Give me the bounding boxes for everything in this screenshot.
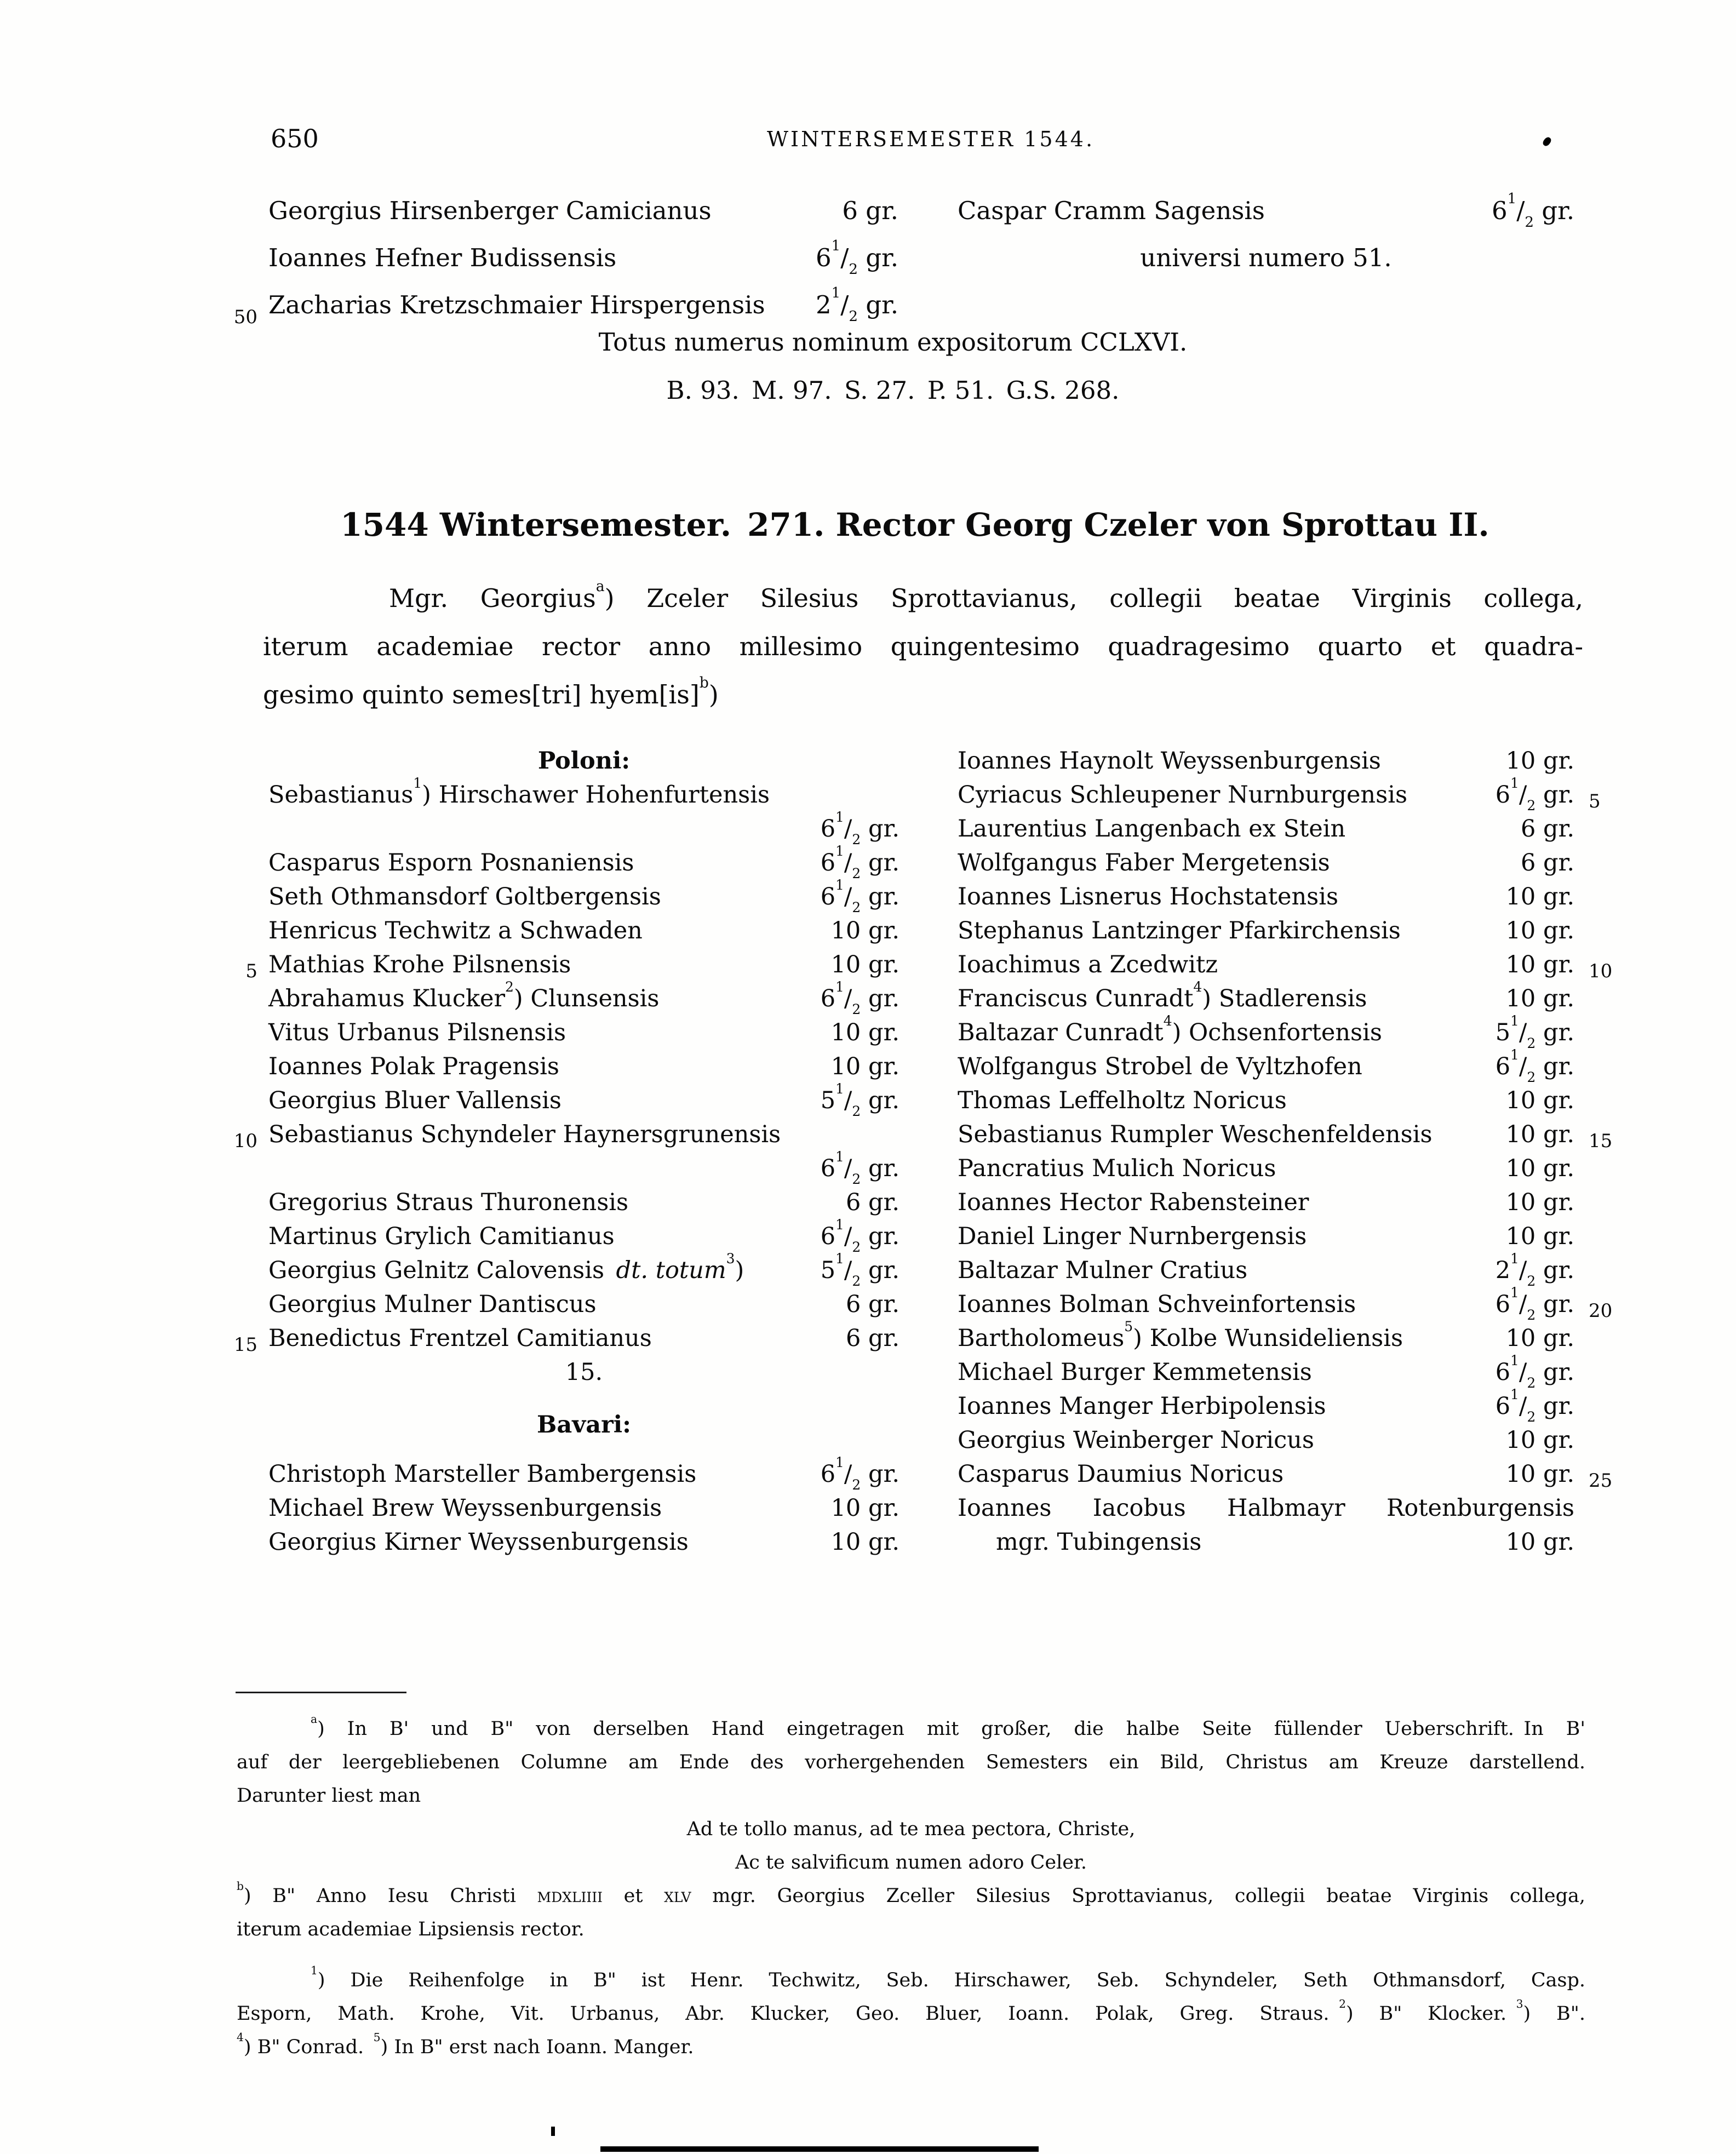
entry-row (268, 914, 899, 948)
student-name: Sebastianus Schyndeler Haynersgrunensis (268, 1121, 781, 1148)
text-line: Mgr. Georgius$^a$) Zceler Silesius Sprottavianus, collegii beatae Virginis collega, (389, 577, 1583, 613)
fee-amount: 10 gr. (1505, 1427, 1574, 1454)
entry-row (245, 948, 899, 982)
fee-amount: $6^1/_2$ gr. (820, 877, 899, 915)
totals-line: Totus numerus nominum expositorum CCLXVI. (598, 328, 1188, 357)
entry-row (958, 744, 1574, 778)
text-line: auf der leergebliebenen Columne am Ende des vorhergehenden Semesters ein Bild, Christus am Kreuze darstellend. (237, 1751, 1585, 1773)
entry-row (958, 1284, 1613, 1323)
fee-amount: $6^1/_2$ gr. (1495, 775, 1574, 814)
line-number-left: 50 (233, 306, 257, 328)
group-heading: Poloni: (537, 747, 631, 775)
fee-amount: 10 gr. (1505, 1223, 1574, 1250)
student-name: Thomas Leffelholtz Noricus (958, 1087, 1287, 1114)
student-name: Mathias Krohe Pilsnensis (268, 951, 571, 978)
fee-amount: 10 gr. (830, 917, 899, 944)
entry-row (268, 1080, 899, 1119)
text-line: Esporn, Math. Krohe, Vit. Urbanus, Abr. Klucker, Geo. Bluer, Ioann. Polak, Greg. Straus. $^2$) B" Klocker. $^3$) B". (237, 1997, 1585, 2025)
entry-row (958, 1525, 1574, 1559)
student-name: Seth Othmansdorf Goltbergensis (268, 883, 661, 910)
line-number-left: 15 (233, 1334, 257, 1356)
fee-amount: $5^1/_2$ gr. (1495, 1012, 1574, 1051)
line-number-right: 25 (1589, 1470, 1613, 1492)
student-name: Georgius Kirner Weyssenburgensis (268, 1528, 689, 1556)
student-name: Michael Burger Kemmetensis (958, 1359, 1312, 1386)
fee-amount: 10 gr. (1505, 1189, 1574, 1216)
student-name: Abrahamus Klucker$^2$) Clunsensis (268, 978, 660, 1012)
student-name: Michael Brew Weyssenburgensis (268, 1494, 662, 1522)
centered-line: universi numero 51. (1140, 243, 1392, 272)
page-number: 650 (271, 124, 319, 153)
student-name: Ioannes Hefner Budissensis (268, 243, 617, 272)
poloni-bavari-column (233, 744, 899, 1559)
entry-row (958, 1386, 1574, 1425)
fee-amount: $6^1/_2$ gr. (815, 238, 898, 278)
entry-row (958, 1219, 1574, 1253)
student-name: Georgius Mulner Dantiscus (268, 1291, 597, 1318)
entry-row (268, 1016, 899, 1050)
fee-amount: 10 gr. (1505, 917, 1574, 944)
fee-amount: $6^1/_2$ gr. (1491, 191, 1574, 231)
fee-amount: $6^1/_2$ gr. (1495, 1386, 1574, 1425)
fee-amount: 10 gr. (1505, 883, 1574, 910)
fee-amount: $6^1/_2$ gr. (1495, 1284, 1574, 1323)
fee-amount: 10 gr. (830, 951, 899, 978)
entry-row (268, 1454, 899, 1493)
entry-row (958, 1352, 1574, 1391)
text-line: $^a$) In B' und B" von derselben Hand eingetragen mit großer, die halbe Seite füllender Ueberschrift. In B' (311, 1712, 1585, 1740)
student-name: Baltazar Mulner Cratius (958, 1257, 1248, 1284)
fee-amount: $6^1/_2$ gr. (1495, 1352, 1574, 1391)
student-name: Ioachimus a Zcedwitz (958, 951, 1218, 978)
fee-amount: 10 gr. (830, 1528, 899, 1556)
student-name: Benedictus Frentzel Camitianus (268, 1325, 652, 1352)
entry-row (958, 812, 1574, 846)
student-name: Franciscus Cunradt$^4$) Stadlerensis (958, 978, 1367, 1012)
entry-row (268, 234, 898, 282)
entry-row (268, 1287, 899, 1321)
entry-row (268, 1185, 899, 1219)
student-name: Ioannes Bolman Schveinfortensis (958, 1291, 1356, 1318)
student-name: Zacharias Kretzschmaier Hirspergensis (268, 290, 765, 319)
entry-row (958, 1118, 1613, 1152)
student-name: Caspar Cramm Sagensis (958, 196, 1265, 225)
student-name: Henricus Techwitz a Schwaden (268, 917, 643, 944)
intro-paragraph (263, 574, 1583, 719)
group-heading: Bavari: (537, 1411, 631, 1439)
fee-amount: $6^1/_2$ gr. (1495, 1046, 1574, 1085)
entry-row (958, 1185, 1574, 1219)
student-name: Laurentius Langenbach ex Stein (958, 815, 1346, 843)
student-name: Ioannes Lisnerus Hochstatensis (958, 883, 1339, 910)
footnote-separator-rule (236, 1692, 406, 1693)
fee-amount: 6 gr. (845, 1291, 899, 1318)
text-line: iterum academiae Lipsiensis rector. (237, 1918, 585, 1940)
text-line: Ad te tollo manus, ad te mea pectora, Christe, (686, 1818, 1136, 1840)
student-name: Baltazar Cunradt$^4$) Ochsenfortensis (958, 1012, 1382, 1046)
scan-artifact-tick (551, 2127, 555, 2136)
student-name: Martinus Grylich Camitianus (268, 1223, 615, 1250)
entry-row (268, 775, 899, 812)
student-name: Ioannes Hector Rabensteiner (958, 1189, 1309, 1216)
fee-amount: 6 gr. (1520, 849, 1574, 877)
fee-amount: 10 gr. (830, 1019, 899, 1046)
right-entries-column (958, 744, 1613, 1559)
entry-row (958, 846, 1574, 880)
entry-row (958, 1250, 1574, 1289)
entry-row (958, 775, 1601, 814)
fee-amount: 6 gr. (1520, 815, 1574, 843)
entry-row (958, 1491, 1574, 1525)
entry-row (958, 1318, 1574, 1355)
fee-amount: 10 gr. (1505, 1121, 1574, 1148)
line-number-right: 5 (1589, 790, 1601, 812)
entry-row (268, 1050, 899, 1084)
fee-amount: 10 gr. (830, 1494, 899, 1522)
ink-speck (1542, 136, 1552, 147)
text-line: gesimo quinto semes[tri] hyem[is]$^b$) (263, 674, 719, 709)
student-name: Georgius Bluer Vallensis (268, 1087, 562, 1114)
fee-amount: $2^1/_2$ gr. (1495, 1250, 1574, 1289)
entry-row (958, 1012, 1574, 1051)
fee-amount: $6^1/_2$ gr. (820, 1148, 899, 1187)
entry-row (958, 978, 1574, 1016)
entry-row (268, 1525, 899, 1559)
entry-row (958, 1457, 1613, 1492)
student-name: Casparus Esporn Posnaniensis (268, 849, 634, 877)
fee-amount: $6^1/_2$ gr. (820, 843, 899, 881)
student-name: Casparus Daumius Noricus (958, 1460, 1284, 1488)
entry-row (958, 1423, 1574, 1457)
student-name: Sebastianus Rumpler Weschenfeldensis (958, 1121, 1433, 1148)
fee-amount: $6^1/_2$ gr. (820, 809, 899, 847)
student-name: Gregorius Straus Thuronensis (268, 1189, 629, 1216)
text-line: $^4$) B" Conrad. $^5$) In B" erst nach Ioann. Manger. (237, 2030, 694, 2058)
line-number-right: 15 (1589, 1130, 1613, 1152)
fee-amount: 10 gr. (1505, 1155, 1574, 1182)
fee-amount: 10 gr. (1505, 747, 1574, 775)
entry-row (268, 1216, 899, 1255)
student-name: Ioannes Polak Pragensis (268, 1053, 559, 1080)
entry-row (958, 1084, 1574, 1118)
fee-amount: 10 gr. (1505, 1325, 1574, 1352)
entry-row (958, 1152, 1574, 1185)
footnotes-block (237, 1712, 1585, 2064)
entry-row (268, 978, 899, 1017)
entry-row (958, 914, 1574, 948)
entry-row (958, 187, 1574, 234)
student-name: Georgius Weinberger Noricus (958, 1427, 1314, 1454)
fee-amount: 6 gr. (845, 1189, 899, 1216)
line-number-right: 20 (1589, 1300, 1613, 1322)
student-name: Stephanus Lantzinger Pfarkirchensis (958, 917, 1401, 944)
top-right-entries (958, 187, 1574, 282)
fee-amount: 10 gr. (1505, 985, 1574, 1012)
fee-amount: $6^1/_2$ gr. (820, 1216, 899, 1255)
student-name: Ioannes Iacobus Halbmayr Rotenburgensis (958, 1494, 1574, 1522)
entry-row (958, 948, 1613, 982)
entry-row (958, 880, 1574, 914)
text-line (237, 1946, 1585, 1964)
text-line: iterum academiae rector anno millesimo quingentesimo quadragesimo quarto et quadra- (263, 632, 1583, 661)
fee-amount: $5^1/_2$ gr. (820, 1080, 899, 1119)
student-name: Bartholomeus$^5$) Kolbe Wunsideliensis (958, 1318, 1403, 1352)
line-number-left: 5 (245, 960, 257, 982)
fee-amount: $6^1/_2$ gr. (820, 978, 899, 1017)
student-name: Wolfgangus Strobel de Vyltzhofen (958, 1053, 1362, 1080)
student-name: mgr. Tubingensis (996, 1528, 1202, 1556)
centered-line: 15. (565, 1359, 603, 1386)
fee-amount: 10 gr. (1505, 1087, 1574, 1114)
student-name: Vitus Urbanus Pilsnensis (268, 1019, 566, 1046)
student-name: Georgius Hirsenberger Camicianus (268, 196, 712, 225)
fee-amount: 10 gr. (1505, 1460, 1574, 1488)
text-line: $^1$) Die Reihenfolge in B" ist Henr. Techwitz, Seb. Hirschawer, Seb. Schyndeler, Seth Othmansdorf, Casp. (311, 1963, 1585, 1991)
fee-amount: $2^1/_2$ gr. (815, 285, 898, 325)
faculty-summary-line: B. 93. M. 97. S. 27. P. 51. G.S. 268. (666, 376, 1120, 405)
entry-row (233, 282, 898, 329)
text-line: Darunter liest man (237, 1785, 421, 1807)
entry-row (233, 1321, 899, 1356)
text-line: Ac te salvificum numen adoro Celer. (735, 1852, 1087, 1874)
student-name: Sebastianus$^1$) Hirschawer Hohenfurtensis (268, 775, 770, 809)
entry-row (268, 1148, 899, 1187)
top-left-entries (233, 187, 898, 329)
entry-row (958, 1046, 1574, 1085)
line-number-left: 10 (233, 1130, 257, 1152)
student-name: Ioannes Manger Herbipolensis (958, 1393, 1326, 1420)
entry-row (268, 843, 899, 881)
fee-amount: 6 gr. (842, 196, 898, 225)
fee-amount: $6^1/_2$ gr. (820, 1454, 899, 1493)
entry-row (268, 1491, 899, 1525)
student-name: Cyriacus Schleupener Nurnburgensis (958, 781, 1408, 809)
entry-row (268, 809, 899, 847)
fee-amount: 10 gr. (1505, 951, 1574, 978)
student-name: Pancratius Mulich Noricus (958, 1155, 1276, 1182)
running-head: WINTERSEMESTER 1544. (767, 127, 1095, 151)
student-name: Wolfgangus Faber Mergetensis (958, 849, 1330, 877)
section-heading: 1544 Wintersemester. 271. Rector Georg Czeler von Sprottau II. (340, 506, 1489, 543)
entry-row (268, 187, 898, 234)
student-name: Georgius Gelnitz Calovensis dt. totum$^3$) (268, 1250, 744, 1284)
student-name: Ioannes Haynolt Weyssenburgensis (958, 747, 1381, 775)
entry-row (233, 1118, 899, 1152)
entry-row (268, 877, 899, 915)
fee-amount: 10 gr. (830, 1053, 899, 1080)
student-name: Daniel Linger Nurnbergensis (958, 1223, 1307, 1250)
fee-amount: $5^1/_2$ gr. (820, 1250, 899, 1289)
fee-amount: 6 gr. (845, 1325, 899, 1352)
scan-artifact-bar (600, 2146, 1039, 2152)
student-name: Christoph Marsteller Bambergensis (268, 1460, 697, 1488)
fee-amount: 10 gr. (1505, 1528, 1574, 1556)
entry-row (268, 1250, 899, 1289)
line-number-right: 10 (1589, 960, 1613, 982)
text-line: $^b$) B" Anno Iesu Christi mdxliiii et xlv mgr. Georgius Zceller Silesius Sprottavianus, collegii beatae Virginis collega, (237, 1879, 1586, 1907)
